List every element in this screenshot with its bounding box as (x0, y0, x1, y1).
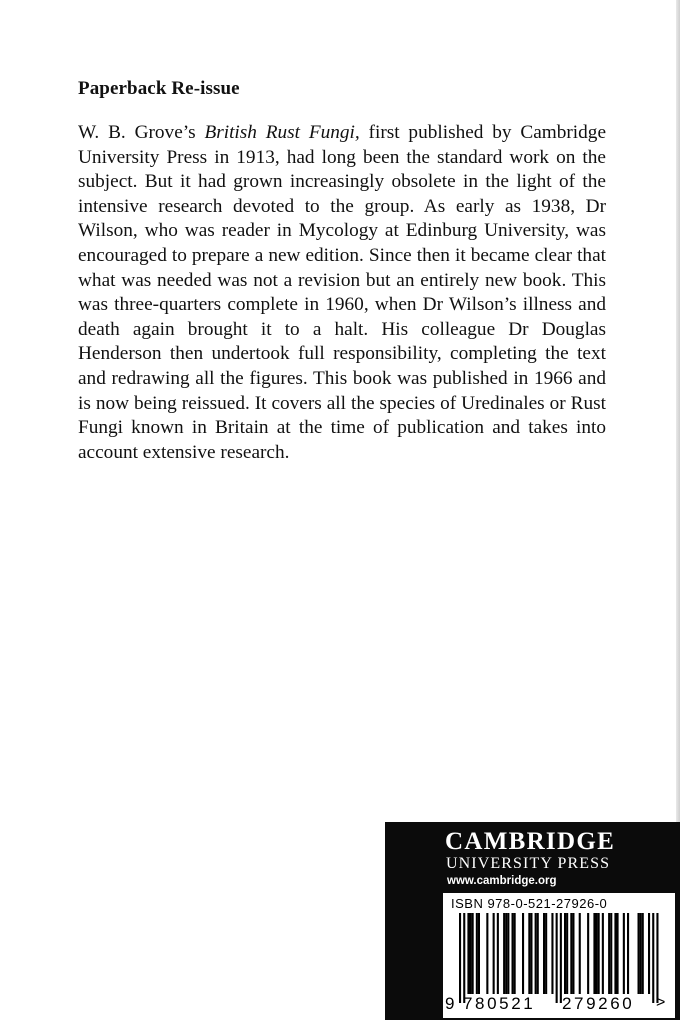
blurb-line: was three-quarters complete in 1960, when Dr Wilson’s illness and (78, 294, 606, 316)
barcode-bar (472, 913, 474, 994)
blurb-line: account extensive research. (78, 441, 290, 463)
blurb-line: intensive research devoted to the group. As early as 1938, Dr (78, 195, 606, 217)
barcode-quiet-mark: > (656, 994, 666, 1011)
isbn-label: ISBN 978-0-521-27926-0 (451, 896, 608, 911)
blurb-line: Henderson then undertook full responsibility, completing the text (78, 343, 606, 365)
barcode-bar (564, 913, 566, 994)
barcode-guard-bar (463, 913, 465, 1003)
barcode-bar (610, 913, 612, 994)
barcode-guard-bar (459, 913, 461, 1003)
barcode-bar (505, 913, 507, 994)
barcode-bar (593, 913, 595, 994)
barcode-bar (507, 913, 509, 994)
blurb-text (78, 121, 606, 465)
blurb-line: is now being reissued. It covers all the species of Uredinales or Rust (78, 392, 606, 414)
barcode-bar (614, 913, 616, 994)
blurb-line: Wilson, who was reader in Mycology at Edinburg University, was (78, 220, 606, 242)
barcode-bar (617, 913, 619, 994)
barcode-bar (627, 913, 629, 994)
barcode-bar (570, 913, 572, 994)
barcode-bar (638, 913, 640, 994)
barcode-digits-left: 780521 (463, 994, 536, 1013)
barcode-bar (493, 913, 495, 994)
blurb-line: University Press in 1913, had long been the standard work on the (78, 146, 606, 168)
barcode-bar (478, 913, 480, 994)
barcode-guard-bar (652, 913, 654, 1003)
barcode (443, 893, 675, 1018)
barcode-bar (608, 913, 610, 994)
barcode-guard-bar (556, 913, 558, 1003)
barcode-bar (587, 913, 589, 994)
barcode-digit-lead: 9 (445, 994, 455, 1013)
barcode-bar (528, 913, 530, 994)
barcode-bar (642, 913, 644, 994)
barcode-bar (530, 913, 532, 994)
barcode-bar (545, 913, 547, 994)
page-heading: Paperback Re-issue (78, 78, 240, 99)
publisher-panel (385, 822, 680, 1020)
barcode-bar (572, 913, 574, 994)
barcode-bar (467, 913, 469, 994)
blurb-line: Fungi known in Britain at the time of publication and takes into (78, 417, 606, 439)
barcode-bar (537, 913, 539, 994)
blurb-line: encouraged to prepare a new edition. Since then it became clear that (78, 244, 606, 266)
barcode-bar (476, 913, 478, 994)
book-title: British Rust Fungi, (204, 122, 360, 143)
publisher-url[interactable]: www.cambridge.org (447, 875, 557, 887)
barcode-bar (566, 913, 568, 994)
blurb-line: and redrawing all the figures. This book was published in 1966 and (78, 367, 606, 389)
barcode-bar (623, 913, 625, 994)
barcode-bar (512, 913, 514, 994)
barcode-bar (522, 913, 524, 994)
barcode-bar (648, 913, 650, 994)
barcode-bar (514, 913, 516, 994)
barcode-bar (470, 913, 472, 994)
barcode-bar (497, 913, 499, 994)
barcode-guard-bar (560, 913, 562, 1003)
barcode-digits-right: 279260 (562, 994, 635, 1013)
barcode-bar (503, 913, 505, 994)
barcode-bar (543, 913, 545, 994)
publisher-subtitle: UNIVERSITY PRESS (446, 855, 611, 872)
barcode-bar (551, 913, 553, 994)
blurb-line: subject. But it had grown increasingly obsolete in the light of the (78, 171, 606, 193)
blurb-line: what was needed was not a revision but an entirely new book. This (78, 269, 606, 291)
blurb-line: W. B. Grove’s British Rust Fungi, first published by Cambridge (78, 122, 607, 143)
publisher-name: CAMBRIDGE (445, 828, 616, 855)
barcode-bar (640, 913, 642, 994)
barcode-bar (579, 913, 581, 994)
barcode-bar (486, 913, 488, 994)
barcode-bar (535, 913, 537, 994)
barcode-bar (602, 913, 604, 994)
barcode-guard-bar (656, 913, 658, 1003)
barcode-bar (596, 913, 598, 994)
barcode-bar (598, 913, 600, 994)
blurb-line: death again brought it to a halt. His colleague Dr Douglas (78, 318, 606, 340)
